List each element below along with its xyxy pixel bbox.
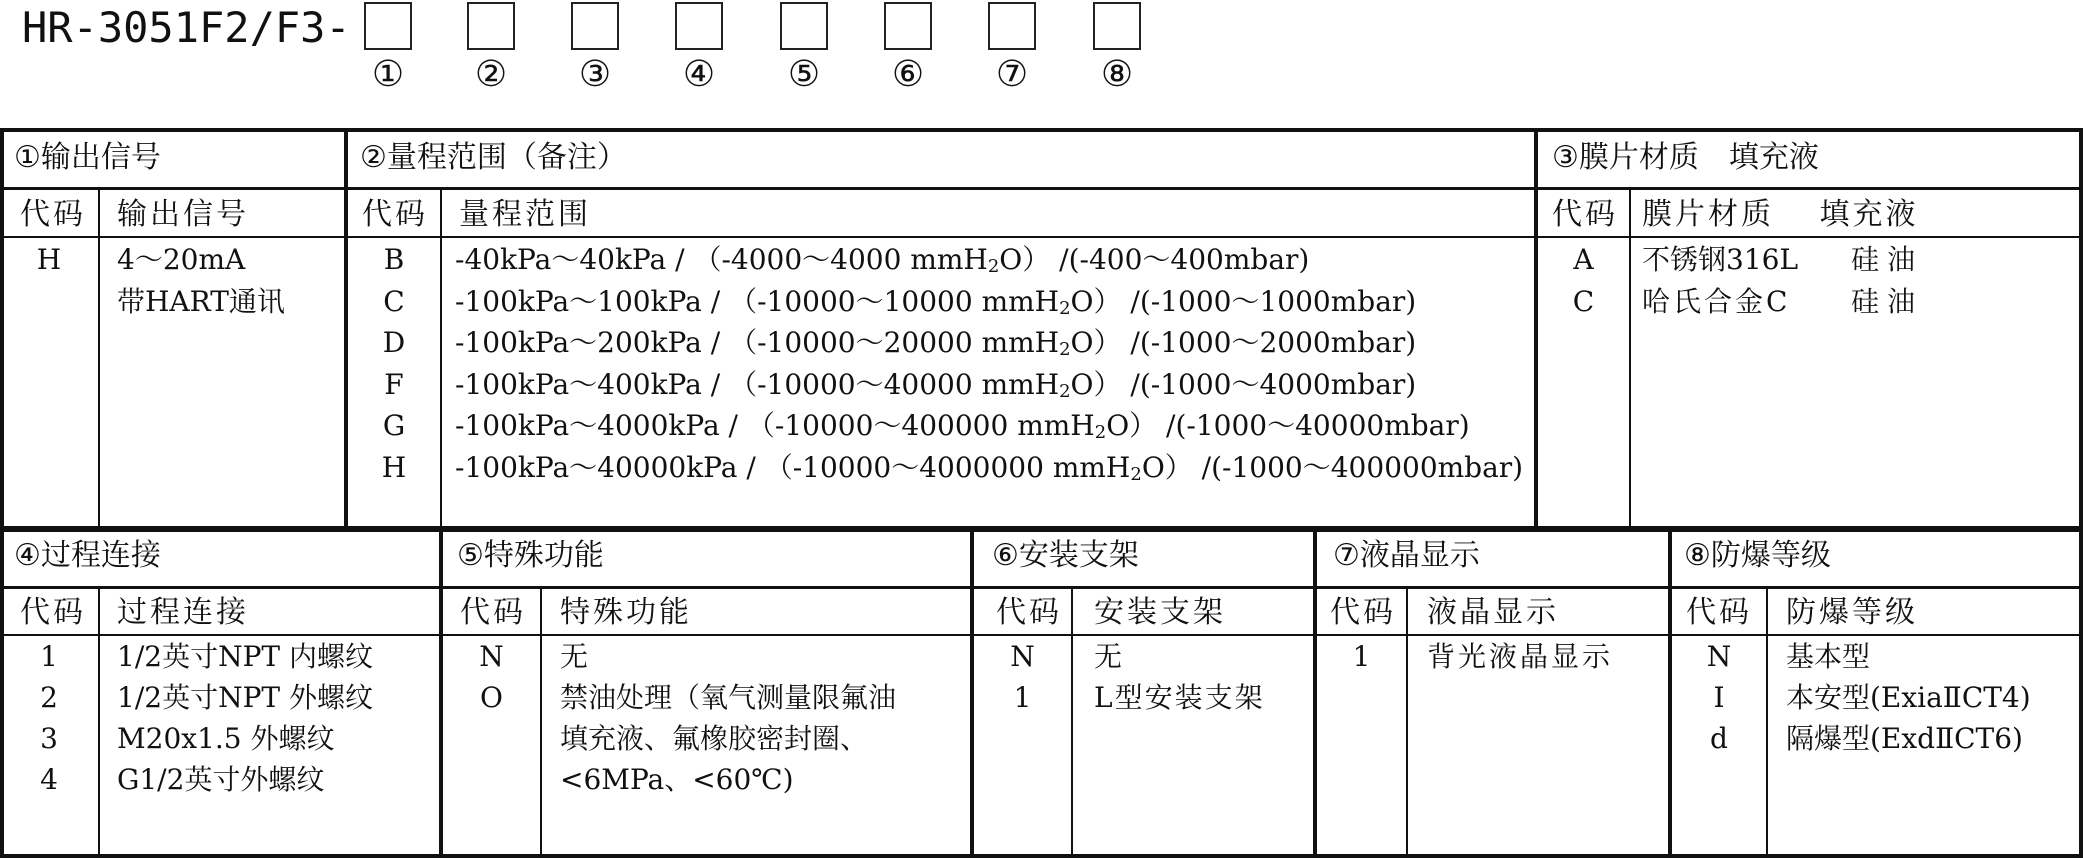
bracket-code-header: 代码 (996, 595, 1062, 630)
top-section-divider-2 (1534, 128, 1538, 530)
explosion-title: ⑧防爆等级 (1684, 538, 1831, 573)
bracket-desc-header: 安装支架 (1094, 595, 1226, 630)
process-code: 1 (40, 640, 58, 673)
special-desc-cont-1: 填充液、氟橡胶密封圈、 (560, 722, 869, 755)
explosion-code: I (1713, 681, 1725, 714)
range-code: D (382, 326, 406, 359)
diaphragm-code: C (1572, 285, 1595, 318)
explosion-desc-header: 防爆等级 (1786, 595, 1918, 630)
top-header-divider (0, 236, 2083, 238)
diaphragm-col-divider (1629, 188, 1631, 530)
output-signal-title: ①输出信号 (14, 140, 161, 175)
output-col-divider (98, 188, 100, 530)
top-title-divider (0, 187, 2083, 190)
slot-box-6 (884, 2, 932, 50)
process-code-header: 代码 (20, 595, 86, 630)
explosion-desc: 隔爆型(ExdⅡCT6) (1786, 722, 2023, 755)
lcd-col-divider (1406, 587, 1408, 858)
slot-box-2 (467, 2, 515, 50)
range-value: -100kPa～400kPa / （-10000～40000 mmH$_2$O） /(-1000～4000mbar) (455, 368, 1417, 402)
slot-number-7: ⑦ (995, 54, 1029, 95)
explosion-desc: 本安型(ExiaⅡCT4) (1786, 681, 2031, 714)
output-signal-desc-line1: 4～20mA (117, 243, 246, 276)
output-signal-desc-line2: 带HART通讯 (117, 285, 285, 318)
range-title: ②量程范围（备注） (360, 140, 627, 175)
lcd-code: 1 (1352, 640, 1371, 673)
special-desc-header: 特殊功能 (560, 595, 692, 630)
bracket-title: ⑥安装支架 (992, 538, 1139, 573)
process-desc: 1/2英寸NPT 内螺纹 (117, 640, 373, 673)
range-code: G (382, 409, 406, 442)
lcd-title: ⑦液晶显示 (1333, 538, 1480, 573)
range-value: -100kPa～40000kPa / （-10000～4000000 mmH$_2$O） /(-1000～400000mbar) (455, 451, 1524, 485)
bottom-title-divider (0, 586, 2083, 589)
process-desc: 1/2英寸NPT 外螺纹 (117, 681, 373, 714)
slot-box-7 (988, 2, 1036, 50)
process-title: ④过程连接 (14, 538, 161, 573)
process-code: 2 (40, 681, 58, 714)
output-signal-code: H (36, 243, 62, 276)
bracket-col-divider (1071, 587, 1073, 858)
special-code: N (479, 640, 504, 673)
lcd-desc: 背光液晶显示 (1427, 640, 1614, 673)
special-col-divider (540, 587, 542, 858)
lcd-desc-header: 液晶显示 (1427, 595, 1559, 630)
bracket-desc: L型安装支架 (1094, 681, 1265, 714)
slot-number-1: ① (371, 54, 405, 95)
diaphragm-title: ③膜片材质 填充液 (1552, 140, 1819, 175)
slot-number-2: ② (474, 54, 508, 95)
slot-box-8 (1093, 2, 1141, 50)
output-signal-code-header: 代码 (20, 197, 86, 232)
special-title: ⑤特殊功能 (457, 538, 604, 573)
slot-number-8: ⑧ (1100, 54, 1134, 95)
range-code: C (383, 285, 405, 318)
slot-box-5 (780, 2, 828, 50)
slot-box-4 (675, 2, 723, 50)
range-value: -100kPa～4000kPa / （-10000～400000 mmH$_2$O） /(-1000～40000mbar) (455, 409, 1470, 443)
range-value: -40kPa～40kPa / （-4000～4000 mmH$_2$O） /(-400～400mbar) (455, 243, 1310, 277)
diaphragm-fill: 硅油 (1851, 285, 1924, 318)
diaphragm-code: A (1573, 243, 1594, 276)
special-desc: 禁油处理（氧气测量限氟油 (560, 681, 897, 714)
slot-box-3 (571, 2, 619, 50)
process-desc: G1/2英寸外螺纹 (117, 763, 325, 796)
special-desc: 无 (560, 640, 589, 673)
diaphragm-material: 哈氏合金C (1642, 285, 1791, 318)
bracket-code: 1 (1013, 681, 1032, 714)
range-desc-header: 量程范围 (459, 197, 591, 232)
explosion-code-header: 代码 (1686, 595, 1752, 630)
range-col-divider (440, 188, 442, 530)
lcd-code-header: 代码 (1330, 595, 1396, 630)
range-value: -100kPa～200kPa / （-10000～20000 mmH$_2$O） /(-1000～2000mbar) (455, 326, 1417, 360)
range-code: H (381, 451, 407, 484)
diaphragm-desc-header: 膜片材质 填充液 (1642, 197, 1919, 232)
explosion-col-divider (1766, 587, 1768, 858)
range-value: -100kPa～100kPa / （-10000～10000 mmH$_2$O） /(-1000～1000mbar) (455, 285, 1417, 319)
range-code: F (384, 368, 404, 401)
slot-number-3: ③ (578, 54, 612, 95)
process-code: 4 (40, 763, 58, 796)
output-signal-desc-header: 输出信号 (117, 197, 249, 232)
diaphragm-material: 不锈钢316L (1642, 243, 1799, 276)
slot-number-6: ⑥ (891, 54, 925, 95)
explosion-desc: 基本型 (1786, 640, 1871, 673)
slot-number-4: ④ (682, 54, 716, 95)
diaphragm-code-header: 代码 (1552, 197, 1618, 232)
diaphragm-fill: 硅油 (1851, 243, 1924, 276)
range-code: B (383, 243, 405, 276)
range-code-header: 代码 (362, 197, 428, 232)
special-desc-cont-2: <6MPa、<60℃) (560, 763, 794, 796)
bracket-desc: 无 (1094, 640, 1123, 673)
bracket-code: N (1010, 640, 1035, 673)
bottom-section-divider-3 (1313, 528, 1317, 858)
slot-number-5: ⑤ (787, 54, 821, 95)
explosion-code: N (1706, 640, 1732, 673)
explosion-code: d (1710, 722, 1728, 755)
process-code: 3 (40, 722, 58, 755)
process-desc: M20x1.5 外螺纹 (117, 722, 335, 755)
model-code: HR-3051F2/F3- (22, 3, 351, 52)
process-col-divider (98, 587, 100, 858)
slot-box-1 (364, 2, 412, 50)
process-desc-header: 过程连接 (117, 595, 249, 630)
special-code: O (480, 681, 503, 714)
special-code-header: 代码 (460, 595, 526, 630)
